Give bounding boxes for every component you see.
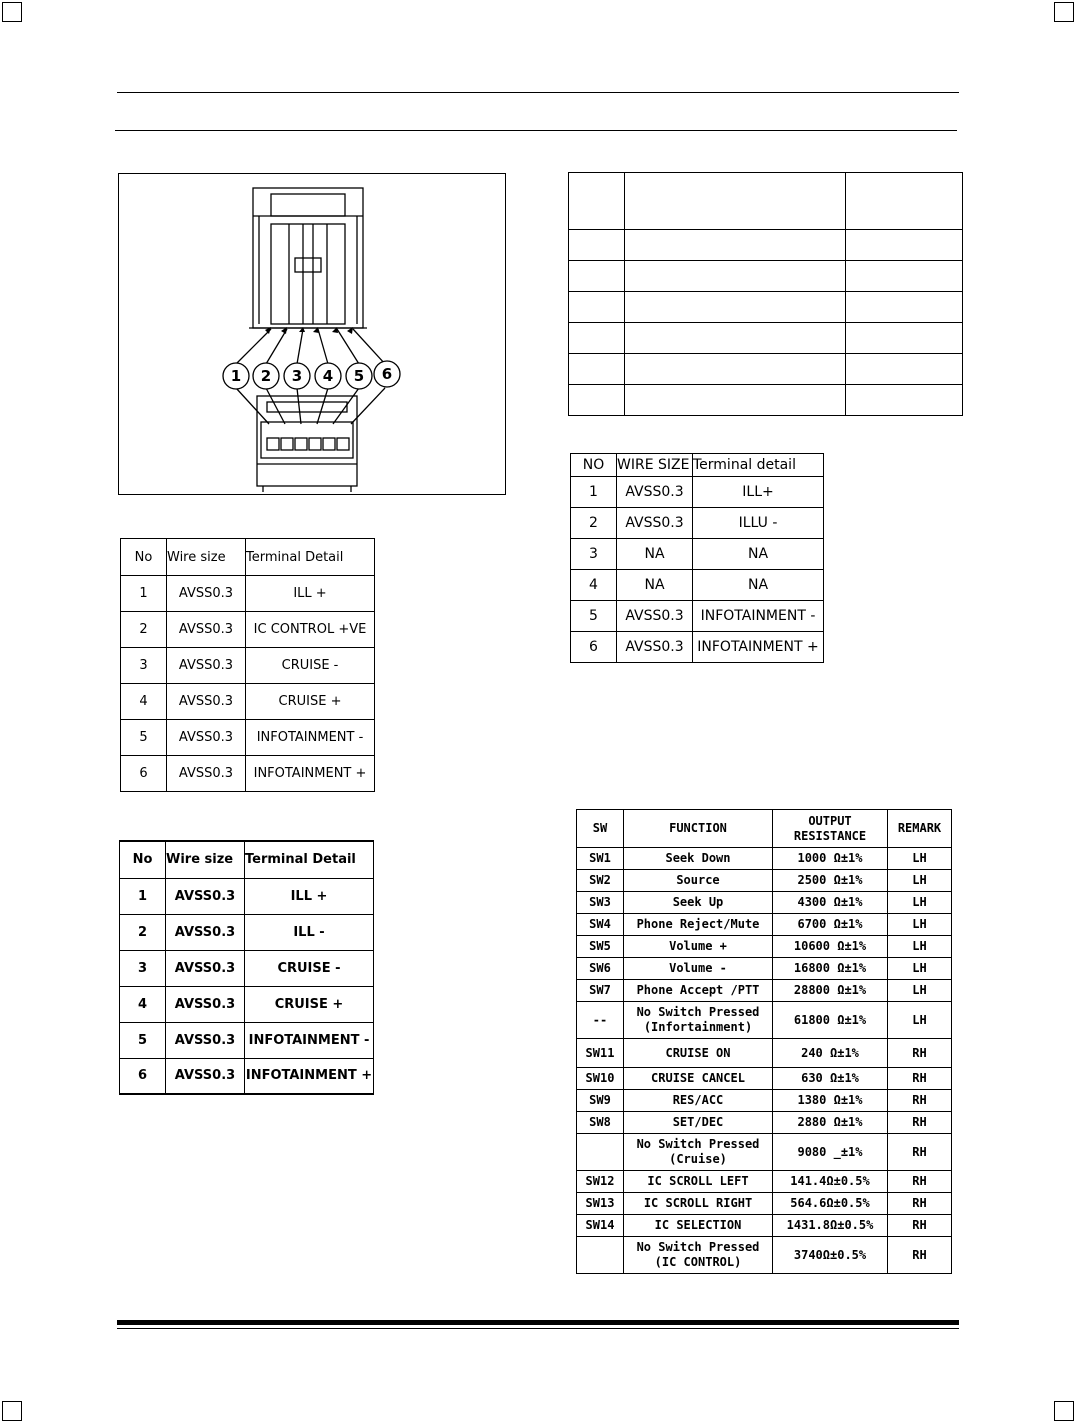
table-cell: SW14 xyxy=(577,1215,624,1237)
table-header: Terminal Detail xyxy=(245,841,374,878)
table-cell: Volume + xyxy=(624,936,773,958)
table-cell: 16800 Ω±1% xyxy=(773,958,888,980)
table-row: 3 NA NA xyxy=(571,539,824,570)
callout-3: 3 xyxy=(291,367,303,385)
table-header: Terminal Detail xyxy=(246,539,375,576)
table-cell: SW8 xyxy=(577,1112,624,1134)
footer-rule-thin xyxy=(117,1328,959,1329)
table-row: 5 AVSS0.3 INFOTAINMENT - xyxy=(121,720,375,756)
table-row: 5 AVSS0.3 INFOTAINMENT - xyxy=(571,601,824,632)
table-cell: SW7 xyxy=(577,980,624,1002)
table-cell: 630 Ω±1% xyxy=(773,1068,888,1090)
table-cell: IC SCROLL LEFT xyxy=(624,1171,773,1193)
table-cell: 141.4Ω±0.5% xyxy=(773,1171,888,1193)
table-cell: IC SCROLL RIGHT xyxy=(624,1193,773,1215)
table-cell: 240 Ω±1% xyxy=(773,1039,888,1068)
table-row xyxy=(577,936,952,958)
table-cell: RH xyxy=(888,1134,952,1171)
callout-5: 5 xyxy=(353,367,365,385)
footer-rule-thick xyxy=(117,1320,959,1325)
callout-1: 1 xyxy=(230,367,242,385)
table-header: Wire size xyxy=(167,539,246,576)
table-cell: CRUISE CANCEL xyxy=(624,1068,773,1090)
table-header: WIRE SIZE xyxy=(617,454,693,477)
table-cell: RES/ACC xyxy=(624,1090,773,1112)
table-row xyxy=(577,1237,952,1274)
table-cell: 1380 Ω±1% xyxy=(773,1090,888,1112)
table-cell: LH xyxy=(888,892,952,914)
crop-mark-top-right xyxy=(1054,2,1074,22)
table-cell: 3740Ω±0.5% xyxy=(773,1237,888,1274)
table-cell: 61800 Ω±1% xyxy=(773,1002,888,1039)
table-header: SW xyxy=(577,810,624,848)
table-cell: RH xyxy=(888,1039,952,1068)
table-header: Wire size xyxy=(166,841,245,878)
terminal-table-b xyxy=(119,840,374,1095)
table-row: 2 AVSS0.3 IC CONTROL +VE xyxy=(121,612,375,648)
table-row: 1 AVSS0.3 ILL + xyxy=(120,878,374,914)
table-cell: Phone Accept /PTT xyxy=(624,980,773,1002)
table-row xyxy=(577,1112,952,1134)
table-cell xyxy=(577,1237,624,1274)
table-cell: SW6 xyxy=(577,958,624,980)
table-cell: LH xyxy=(888,914,952,936)
table-cell: LH xyxy=(888,848,952,870)
connector-diagram xyxy=(118,173,506,495)
table-header: No xyxy=(121,539,167,576)
table-cell: SW13 xyxy=(577,1193,624,1215)
table-row xyxy=(577,1002,952,1039)
table-cell: LH xyxy=(888,980,952,1002)
table-header: NO xyxy=(571,454,617,477)
table-header: No xyxy=(120,841,166,878)
table-cell: LH xyxy=(888,958,952,980)
table-cell: SET/DEC xyxy=(624,1112,773,1134)
table-cell: SW4 xyxy=(577,914,624,936)
table-row xyxy=(577,1039,952,1068)
table-cell: SW3 xyxy=(577,892,624,914)
table-row xyxy=(577,958,952,980)
table-row xyxy=(577,1090,952,1112)
table-cell: 4300 Ω±1% xyxy=(773,892,888,914)
table-cell: LH xyxy=(888,870,952,892)
table-cell: Source xyxy=(624,870,773,892)
crop-mark-bottom-left xyxy=(2,1401,22,1421)
table-cell: 10600 Ω±1% xyxy=(773,936,888,958)
table-cell: 1000 Ω±1% xyxy=(773,848,888,870)
table-cell: 6700 Ω±1% xyxy=(773,914,888,936)
table-cell: RH xyxy=(888,1068,952,1090)
table-cell: 564.6Ω±0.5% xyxy=(773,1193,888,1215)
empty-grid-table xyxy=(568,172,963,416)
table-cell: SW12 xyxy=(577,1171,624,1193)
table-cell: 2500 Ω±1% xyxy=(773,870,888,892)
table-row: 3 AVSS0.3 CRUISE - xyxy=(121,648,375,684)
table-cell: Volume - xyxy=(624,958,773,980)
table-row xyxy=(577,1215,952,1237)
connector-drawing xyxy=(119,174,505,494)
crop-mark-top-left xyxy=(2,2,22,22)
header-rule-top xyxy=(117,92,959,93)
table-row: 5 AVSS0.3 INFOTAINMENT - xyxy=(120,1022,374,1058)
table-cell: 28800 Ω±1% xyxy=(773,980,888,1002)
header-rule-bottom xyxy=(115,130,957,131)
table-cell: RH xyxy=(888,1112,952,1134)
table-row xyxy=(577,1171,952,1193)
table-row: 6 AVSS0.3 INFOTAINMENT + xyxy=(121,756,375,792)
table-row xyxy=(577,1134,952,1171)
table-row: 6 AVSS0.3 INFOTAINMENT + xyxy=(120,1058,374,1094)
table-row: 3 AVSS0.3 CRUISE - xyxy=(120,950,374,986)
table-row xyxy=(577,848,952,870)
table-row: 4 NA NA xyxy=(571,570,824,601)
table-row: 2 AVSS0.3 ILLU - xyxy=(571,508,824,539)
table-row: 1 AVSS0.3 ILL+ xyxy=(571,477,824,508)
table-cell: Seek Up xyxy=(624,892,773,914)
table-cell: 9080 _±1% xyxy=(773,1134,888,1171)
table-row: 2 AVSS0.3 ILL - xyxy=(120,914,374,950)
callout-2: 2 xyxy=(260,367,272,385)
table-header: OUTPUT RESISTANCE xyxy=(773,810,888,848)
table-cell: LH xyxy=(888,936,952,958)
table-cell: RH xyxy=(888,1171,952,1193)
table-cell: SW1 xyxy=(577,848,624,870)
switch-resistance-table xyxy=(576,809,952,1274)
table-header: REMARK xyxy=(888,810,952,848)
table-header: Terminal detail xyxy=(693,454,824,477)
table-cell: No Switch Pressed (Infortainment) xyxy=(624,1002,773,1039)
table-cell: SW11 xyxy=(577,1039,624,1068)
table-cell xyxy=(577,1134,624,1171)
table-row: 6 AVSS0.3 INFOTAINMENT + xyxy=(571,632,824,663)
table-row xyxy=(577,914,952,936)
table-cell: -- xyxy=(577,1002,624,1039)
table-row xyxy=(577,892,952,914)
table-row: 4 AVSS0.3 CRUISE + xyxy=(120,986,374,1022)
table-cell: SW2 xyxy=(577,870,624,892)
terminal-table-c xyxy=(570,453,824,663)
table-cell: 1431.8Ω±0.5% xyxy=(773,1215,888,1237)
table-cell: No Switch Pressed (IC CONTROL) xyxy=(624,1237,773,1274)
table-cell: SW9 xyxy=(577,1090,624,1112)
table-cell: Seek Down xyxy=(624,848,773,870)
table-cell: IC SELECTION xyxy=(624,1215,773,1237)
table-cell: No Switch Pressed (Cruise) xyxy=(624,1134,773,1171)
table-cell: SW5 xyxy=(577,936,624,958)
table-row xyxy=(577,870,952,892)
table-cell: LH xyxy=(888,1002,952,1039)
table-cell: RH xyxy=(888,1237,952,1274)
table-row xyxy=(577,1193,952,1215)
callout-4: 4 xyxy=(322,367,334,385)
callout-6: 6 xyxy=(381,365,393,383)
table-cell: RH xyxy=(888,1193,952,1215)
table-cell: CRUISE ON xyxy=(624,1039,773,1068)
crop-mark-bottom-right xyxy=(1054,1401,1074,1421)
table-cell: Phone Reject/Mute xyxy=(624,914,773,936)
table-cell: RH xyxy=(888,1090,952,1112)
table-cell: RH xyxy=(888,1215,952,1237)
table-header: FUNCTION xyxy=(624,810,773,848)
table-cell: 2880 Ω±1% xyxy=(773,1112,888,1134)
terminal-table-a xyxy=(120,538,375,792)
table-row xyxy=(577,1068,952,1090)
table-row: 1 AVSS0.3 ILL + xyxy=(121,576,375,612)
table-row xyxy=(577,980,952,1002)
table-cell: SW10 xyxy=(577,1068,624,1090)
table-row: 4 AVSS0.3 CRUISE + xyxy=(121,684,375,720)
